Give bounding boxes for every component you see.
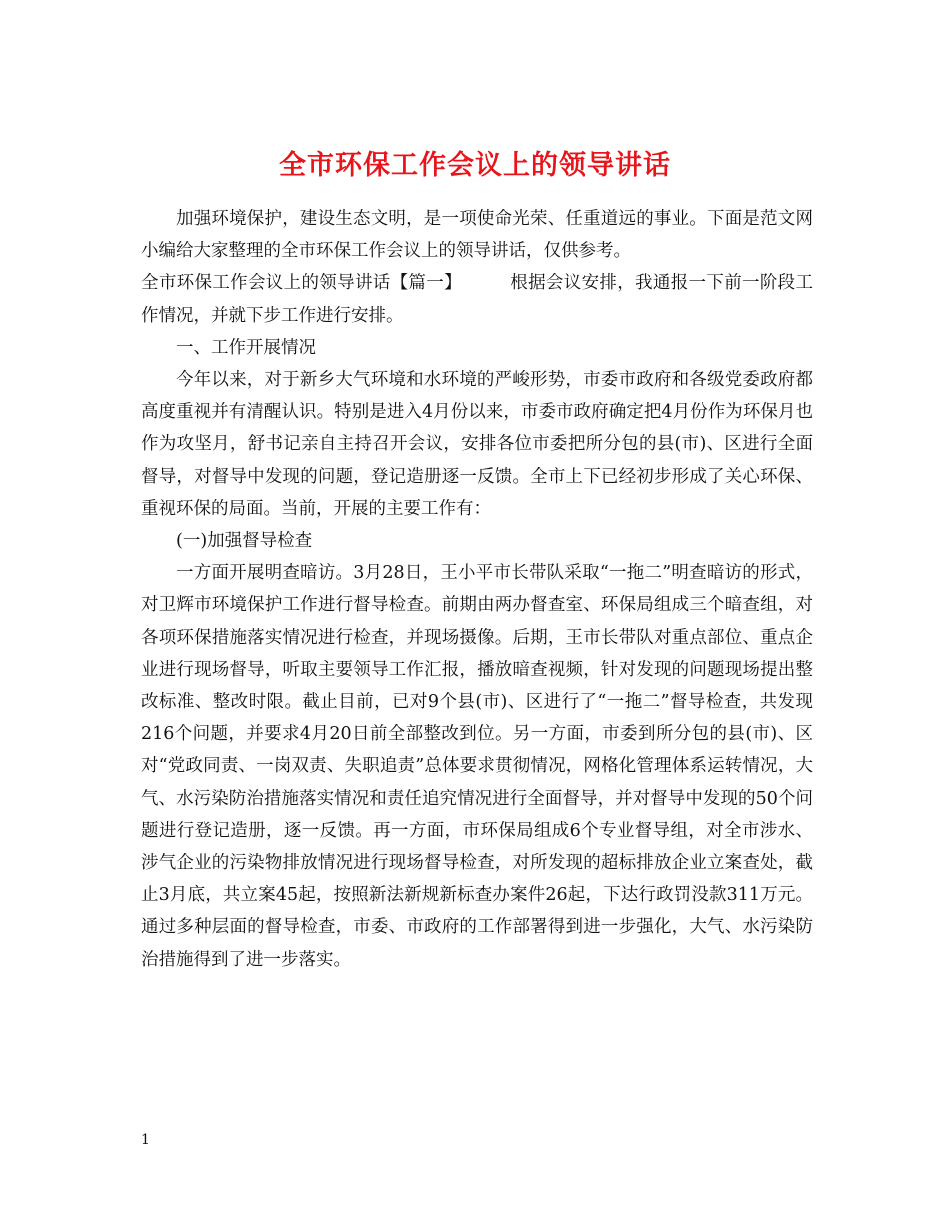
- document-body: [141, 203, 813, 976]
- document-title: 全市环保工作会议上的领导讲话: [279, 150, 671, 182]
- article-heading-line: [141, 267, 813, 331]
- section-paragraph: 今年以来，对于新乡大气环境和水环境的严峻形势，市委市政府和各级党委政府都高度重视并有清醒认识。特别是进入4月份以来，市委市政府确定把4月份作为环保月也作为攻坚月，舒书记亲自主持召开会议，安排各位市委把所分包的县(市)、区进行全面督导，对督导中发现的问题，登记造册逐一反馈。全市上下已经初步形成了关心环保、重视环保的局面。当前，开展的主要工作有：: [141, 370, 813, 519]
- subsection-paragraph: 一方面开展明查暗访。3月28日，王小平市长带队采取“一拖二”明查暗访的形式，对卫辉市环境保护工作进行督导检查。前期由两办督查室、环保局组成三个暗查组，对各项环保措施落实情况进行检查，并现场摄像。后期，王市长带队对重点部位、重点企业进行现场督导，听取主要领导工作汇报，播放暗查视频，针对发现的问题现场提出整改标准、整改时限。截止目前，已对9个县(市)、区进行了“一拖二”督导检查，共发现216个问题，并要求4月20日前全部整改到位。另一方面，市委到所分包的县(市)、区对“党政同责、一岗双责、失职追责”总体要求贯彻情况，网格化管理体系运转情况，大气、水污染防治措施落实情况和责任追究情况进行全面督导，并对督导中发现的50个问题进行登记造册，逐一反馈。再一方面，市环保局组成6个专业督导组，对全市涉水、涉气企业的污染物排放情况进行现场督导检查，对所发现的超标排放企业立案查处，截止3月底，共立案45起，按照新法新规新标查办案件26起，下达行政罚没款311万元。通过多种层面的督导检查，市委、市政府的工作部署得到进一步强化，大气、水污染防治措施得到了进一步落实。: [141, 563, 813, 970]
- article-heading: 全市环保工作会议上的领导讲话【篇一】: [141, 273, 462, 294]
- page-number: 1: [141, 1132, 150, 1148]
- subsection-heading: (一)加强督导检查: [176, 531, 313, 552]
- article-opening: 根据会议安排，我通报一下前一阶段工作情况，并就下步工作进行安排。: [141, 273, 814, 326]
- intro-paragraph: 加强环境保护，建设生态文明，是一项使命光荣、任重道远的事业。下面是范文网小编给大家整理的全市环保工作会议上的领导讲话，仅供参考。: [141, 209, 813, 262]
- section-heading: 一、工作开展情况: [176, 337, 316, 358]
